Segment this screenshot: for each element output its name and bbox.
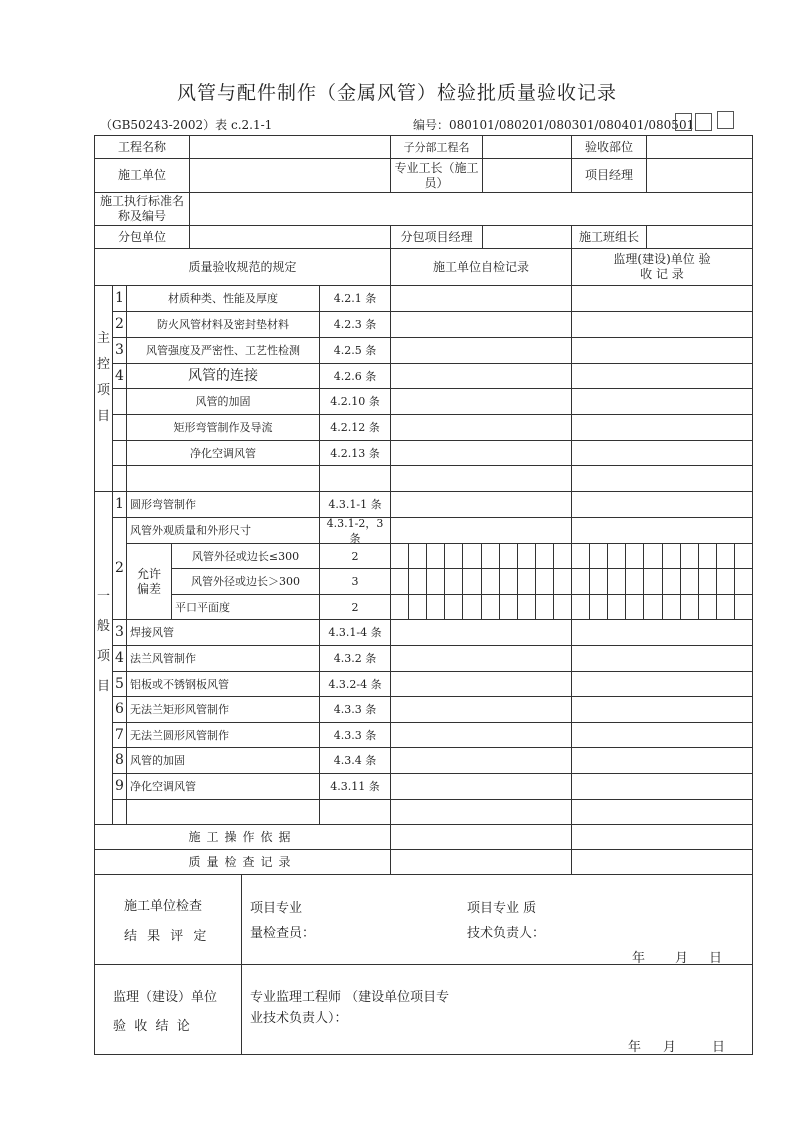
item-clause [319,671,391,697]
self-check-field[interactable] [390,671,572,697]
item-name [126,414,320,441]
record-supervision[interactable] [571,849,753,875]
item-name [126,337,320,364]
label-standard-name-text: 施工执行标准名称及编号 [99,194,184,223]
record-label [94,849,391,875]
supervision-field[interactable] [571,465,753,492]
measure-cell-supervision[interactable] [698,568,717,595]
label-foreman-text: 专业工长（施工员） [394,160,479,190]
item-name-text: 风管强度及严密性、工艺性检测 [146,344,300,357]
item-name-text: 风管的连接 [188,367,258,384]
item-clause-text: 4.2.1 条 [333,292,377,305]
item-number-text: 5 [115,675,124,692]
measure-cell-self[interactable] [408,594,427,620]
item-name [126,363,320,389]
self-check-field[interactable] [390,619,572,646]
measure-cell-self[interactable] [553,543,572,569]
supervision-field[interactable] [571,517,753,544]
item-name-text: 净化空调风管 [190,446,256,460]
item-number-text: 2 [115,560,124,576]
supervision-field[interactable] [571,696,753,723]
label-project-manager-text: 项目经理 [584,168,633,182]
item-clause-text: 4.3.1-2，3 条 [326,516,384,545]
measure-cell-self[interactable] [462,594,482,620]
measure-cell-self[interactable] [553,594,572,620]
measure-cell-self[interactable] [517,568,536,595]
checkbox[interactable] [717,111,734,129]
date-day: 日 [712,1040,726,1055]
record-label-text: 质量检查记录 [188,854,297,869]
supervision-field[interactable] [571,337,753,364]
self-check-field[interactable] [390,773,572,800]
field-sub-project[interactable] [482,135,572,159]
item-name [126,747,320,774]
tolerance-label [126,543,172,620]
item-clause [319,696,391,723]
item-clause [319,491,391,518]
measure-cell-supervision[interactable] [643,568,663,595]
date-day: 日 [709,951,723,966]
date-year: 年 [628,1040,642,1055]
measure-cell-self[interactable] [444,594,463,620]
measure-cell-supervision[interactable] [734,568,753,595]
measure-cell-supervision[interactable] [698,594,717,620]
form-title: 风管与配件制作（金属风管）检验批质量验收记录 [176,82,617,104]
measure-cell-self[interactable] [481,568,500,595]
self-check-field[interactable] [390,696,572,723]
header-spec-rules-text: 质量验收规范的规定 [188,259,297,274]
tolerance-name [171,594,320,620]
item-clause [319,440,391,466]
item-clause [319,337,391,364]
item-number-text: 3 [115,342,124,358]
item-name-text: 风管外观质量和外形尺寸 [130,524,251,537]
basis-label-text: 施工操作依据 [188,829,297,844]
measure-cell-self[interactable] [426,568,445,595]
main-control-label-text: 主控项目 [96,331,110,424]
field-contractor[interactable] [189,158,391,193]
tolerance-name [171,568,320,595]
supervision-field[interactable] [571,722,753,748]
measure-cell-supervision[interactable] [589,568,608,595]
item-number-text: 4 [115,650,124,666]
field-foreman[interactable] [482,158,572,193]
field-project-manager[interactable] [646,158,753,193]
tolerance-name-text: 风管外径或边长≤300 [191,549,300,563]
measure-cell-supervision[interactable] [716,568,735,595]
item-name [126,773,320,800]
supervision-field[interactable] [571,491,753,518]
measure-cell-self[interactable] [535,594,554,620]
basis-label [94,824,391,850]
item-number [112,285,127,312]
item-clause [319,773,391,800]
tolerance-value [319,543,391,569]
item-number [112,619,127,646]
measure-cell-self[interactable] [462,543,482,569]
measure-cell-supervision[interactable] [571,568,590,595]
item-number-text: 8 [115,752,124,768]
date-year: 年 [632,951,646,966]
item-number [112,671,127,697]
label-team-leader [571,225,647,249]
item-number [112,414,127,441]
tolerance-name-text: 平口平面度 [175,600,230,614]
checkbox[interactable] [675,113,692,131]
item-number [112,645,127,672]
field-team-leader[interactable] [646,225,753,249]
item-number [112,722,127,748]
item-clause [319,645,391,672]
measure-cell-self[interactable] [481,543,500,569]
measure-cell-self[interactable] [390,594,409,620]
tech-lead-label-2: 技术负责人： [467,926,546,941]
date-month: 月 [663,1040,677,1055]
item-number-text: 2 [115,316,124,332]
measure-cell-self[interactable] [535,568,554,595]
item-clause-text: 4.3.4 条 [333,754,377,767]
supervision-field[interactable] [571,645,753,672]
item-name [126,696,320,723]
item-number-text: 9 [115,778,124,794]
measure-cell-supervision[interactable] [643,543,663,569]
item-clause-text: 4.3.3 条 [333,703,377,716]
standard-code: （GB50243-2002）表 c.2.1-1 [100,118,273,132]
item-number-text: 7 [115,726,124,743]
self-check-field[interactable] [390,645,572,672]
label-contractor-text: 施工单位 [117,168,166,182]
item-name-text: 风管的加固 [130,754,185,767]
item-clause-text: 4.3.2-4 条 [328,677,382,691]
measure-cell-supervision[interactable] [589,594,608,620]
item-number [112,696,127,723]
tolerance-name-text: 风管外径或边长＞300 [191,575,300,588]
label-acceptance-part [571,135,647,159]
supervision-field[interactable] [571,799,753,825]
self-check-field[interactable] [390,799,572,825]
supervision-field[interactable] [571,311,753,338]
supervision-field[interactable] [571,388,753,415]
label-project-name-text: 工程名称 [117,139,166,154]
measure-cell-supervision[interactable] [571,594,590,620]
item-name-text: 无法兰圆形风管制作 [130,728,229,742]
item-clause-text: 4.2.3 条 [333,318,377,331]
label-subcontractor-text: 分包单位 [117,229,166,244]
item-number-text: 4 [115,367,124,384]
measure-cell-supervision[interactable] [680,594,699,620]
item-name [126,311,320,338]
contractor-eval-label-1: 施工单位检查 [124,899,203,914]
item-name-text: 法兰风管制作 [130,652,196,665]
self-check-field[interactable] [390,337,572,364]
supervisor-eval-label [94,964,242,1055]
item-clause-text: 4.2.6 条 [333,369,377,383]
date-month: 月 [675,951,689,966]
item-clause [319,722,391,748]
label-sub-project-text: 子分部工程名 [403,140,470,154]
item-name-text: 防火风管材料及密封垫材料 [157,318,289,331]
self-check-field[interactable] [390,388,572,415]
item-clause-text: 4.2.10 条 [330,395,380,408]
measure-cell-supervision[interactable] [662,543,681,569]
label-project-manager [571,158,647,193]
item-number [112,337,127,364]
general-label-text: 一般项目 [96,589,110,694]
label-contractor [94,158,190,193]
header-spec-rules [94,248,391,286]
basis-supervision[interactable] [571,824,753,850]
measure-cell-supervision[interactable] [625,594,644,620]
field-sub-pm[interactable] [482,225,572,249]
item-clause-text: 4.3.2 条 [333,652,377,665]
item-clause [319,517,391,544]
table-cell [126,799,320,825]
measure-cell-self[interactable] [390,543,409,569]
measure-cell-supervision[interactable] [662,568,681,595]
item-number-text: 3 [115,624,124,640]
item-number [112,773,127,800]
measure-cell-self[interactable] [426,543,445,569]
inspector-label-2: 量检查员： [250,926,316,941]
supervision-field[interactable] [571,363,753,389]
item-number [112,747,127,774]
table-cell [112,465,127,492]
measure-cell-supervision[interactable] [716,543,735,569]
item-name-text: 矩形弯管制作及导流 [173,421,273,434]
tech-lead-label-1: 项目专业 质 [467,901,537,916]
supervisor-eval-label-1: 监理（建设）单位 [113,990,218,1005]
measure-cell-self[interactable] [426,594,445,620]
table-cell [319,799,391,825]
item-name-text: 焊接风管 [130,626,174,639]
item-clause [319,388,391,415]
self-check-field[interactable] [390,414,572,441]
tolerance-label-text: 允许偏差 [136,566,161,596]
contractor-eval-label-2: 结 果 评 定 [124,929,210,944]
measure-cell-self[interactable] [499,594,518,620]
item-name-text: 净化空调风管 [130,780,196,793]
measure-cell-self[interactable] [499,543,518,569]
item-number-text: 1 [115,496,124,512]
item-clause-text: 4.3.3 条 [333,728,377,742]
item-name [126,517,320,544]
tolerance-value [319,568,391,595]
item-clause-text: 4.3.1-4 条 [328,626,382,639]
self-check-field[interactable] [390,517,572,544]
item-name-text: 风管的加固 [195,395,251,408]
measure-cell-self[interactable] [462,568,482,595]
label-standard-name [94,192,190,226]
measure-cell-supervision[interactable] [607,568,626,595]
label-project-name [94,135,190,159]
label-subcontractor [94,225,190,249]
tolerance-name [171,543,320,569]
item-clause-text: 4.2.12 条 [330,421,380,434]
measure-cell-self[interactable] [390,568,409,595]
self-check-field[interactable] [390,285,572,312]
item-clause [319,363,391,389]
self-check-field[interactable] [390,465,572,492]
item-name-text: 铝板或不锈钢板风管 [130,677,229,691]
measure-cell-self[interactable] [535,543,554,569]
item-number [112,440,127,466]
item-name [126,388,320,415]
supervision-field[interactable] [571,414,753,441]
measure-cell-supervision[interactable] [643,594,663,620]
measure-cell-supervision[interactable] [607,543,626,569]
item-number-text: 1 [115,290,124,306]
item-clause [319,414,391,441]
engineer-label-1: 专业监理工程师 （建设单位项目专 [250,990,450,1005]
measure-cell-self[interactable] [481,594,500,620]
measure-cell-supervision[interactable] [571,543,590,569]
record-self[interactable] [390,849,572,875]
label-acceptance-part-text: 验收部位 [584,139,633,154]
field-project-name[interactable] [189,135,391,159]
label-sub-pm [390,225,483,249]
item-name [126,671,320,697]
item-number [112,388,127,415]
supervision-field[interactable] [571,773,753,800]
field-standard-name[interactable] [189,192,753,226]
item-clause-text: 4.2.5 条 [333,344,377,357]
field-subcontractor[interactable] [189,225,391,249]
supervision-field[interactable] [571,671,753,697]
table-cell [126,465,320,492]
item-clause-text: 4.3.11 条 [330,780,380,793]
measure-cell-supervision[interactable] [589,543,608,569]
measure-cell-supervision[interactable] [607,594,626,620]
measure-cell-supervision[interactable] [625,543,644,569]
item-name [126,619,320,646]
item-name [126,285,320,312]
measure-cell-self[interactable] [408,568,427,595]
item-name-text: 无法兰矩形风管制作 [130,703,229,716]
measure-cell-supervision[interactable] [734,543,753,569]
measure-cell-self[interactable] [553,568,572,595]
measure-cell-self[interactable] [444,568,463,595]
supervision-field[interactable] [571,619,753,646]
tolerance-value-text: 2 [351,600,359,614]
label-sub-pm-text: 分包项目经理 [400,229,473,244]
self-check-field[interactable] [390,491,572,518]
serial-number: 编号：080101/080201/080301/080401/080501 [413,118,695,132]
checkbox[interactable] [695,113,712,131]
item-clause [319,619,391,646]
tolerance-value-text: 3 [351,575,359,588]
contractor-eval-label [94,874,242,965]
engineer-label-2: 业技术负责人）： [250,1011,348,1026]
item-name [126,440,320,466]
measure-cell-self[interactable] [444,543,463,569]
table-cell [319,465,391,492]
item-name-text: 圆形弯管制作 [130,498,196,511]
item-name [126,645,320,672]
measure-cell-self[interactable] [517,594,536,620]
item-number [112,491,127,518]
measure-cell-supervision[interactable] [625,568,644,595]
header-self-check-text: 施工单位自检记录 [432,259,529,274]
measure-cell-self[interactable] [517,543,536,569]
measure-cell-supervision[interactable] [734,594,753,620]
measure-cell-supervision[interactable] [716,594,735,620]
label-foreman [390,158,483,193]
field-acceptance-part[interactable] [646,135,753,159]
measure-cell-self[interactable] [408,543,427,569]
self-check-field[interactable] [390,722,572,748]
self-check-field[interactable] [390,363,572,389]
label-team-leader-text: 施工班组长 [578,229,639,244]
measure-cell-supervision[interactable] [662,594,681,620]
item-clause [319,285,391,312]
table-cell [112,799,127,825]
header-self-check [390,248,572,286]
measure-cell-supervision[interactable] [680,543,699,569]
supervision-field[interactable] [571,285,753,312]
item-clause [319,311,391,338]
item-number [112,363,127,389]
item-number-text: 6 [115,701,124,717]
measure-cell-supervision[interactable] [680,568,699,595]
basis-self[interactable] [390,824,572,850]
measure-cell-supervision[interactable] [698,543,717,569]
item-name [126,491,320,518]
header-supervision [571,248,753,286]
self-check-field[interactable] [390,440,572,466]
item-name-text: 材质种类、性能及厚度 [168,292,278,305]
item-clause [319,747,391,774]
tolerance-value [319,594,391,620]
label-sub-project [390,135,483,159]
supervision-field[interactable] [571,440,753,466]
item-clause-text: 4.3.1-1 条 [328,498,382,511]
tolerance-value-text: 2 [351,549,359,563]
measure-cell-self[interactable] [499,568,518,595]
item-name [126,722,320,748]
item-number [112,517,127,620]
header-supervision-text: 监理(建设)单位 验 收 记 录 [613,252,711,281]
self-check-field[interactable] [390,747,572,774]
supervisor-eval-label-2: 验 收 结 论 [113,1019,190,1034]
inspector-label-1: 项目专业 [250,901,303,916]
item-number [112,311,127,338]
supervision-field[interactable] [571,747,753,774]
item-clause-text: 4.2.13 条 [330,446,380,460]
self-check-field[interactable] [390,311,572,338]
